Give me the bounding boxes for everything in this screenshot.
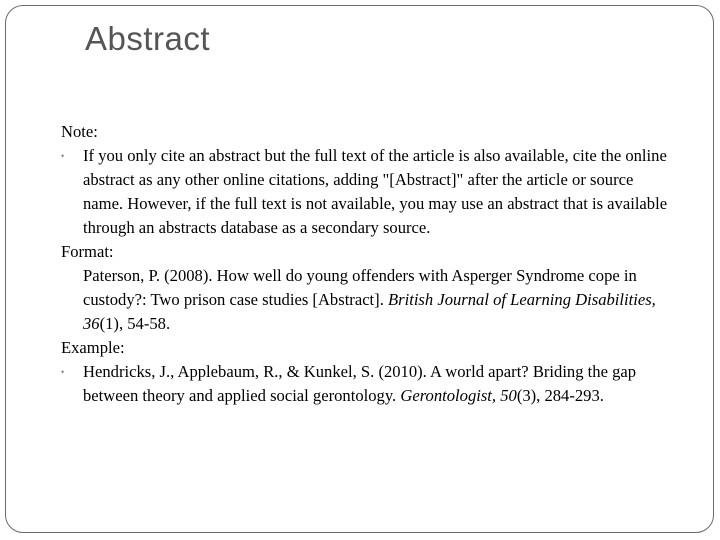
note-bullet-text: If you only cite an abstract but the full text of the article is also available, cite the online abstract as any other online citations, adding "[Abstract]" after the article or source name. However, if the full text is not available, you may use an abstract that is available through an abstracts database as a secondary source. <box>83 146 668 237</box>
note-label: Note: <box>61 122 98 141</box>
example-citation-text: Hendricks, J., Applebaum, R., & Kunkel, S. (2010). A world apart? Briding the gap between theory and applied social gerontology. <box>83 362 637 405</box>
format-label: Format: <box>61 242 114 261</box>
example-bullet-item <box>61 360 671 408</box>
example-citation-journal: Gerontologist, 50 <box>400 386 517 405</box>
slide-title: Abstract <box>85 20 211 57</box>
slide-content <box>61 120 671 408</box>
format-citation-issue: (1), 54-58. <box>99 314 171 333</box>
note-bullet-item <box>61 144 671 240</box>
bullet-icon: • <box>61 367 65 377</box>
format-citation-journal: British Journal of Learning Disabilities, 36 <box>83 290 656 333</box>
bullet-icon: • <box>61 151 65 161</box>
format-citation-text: Paterson, P. (2008). How well do young offenders with Asperger Syndrome cope in custody?: Two prison case studies [Abstract]. <box>83 266 637 309</box>
example-citation-issue: (3), 284-293. <box>516 386 604 405</box>
format-citation <box>61 264 671 336</box>
example-label: Example: <box>61 338 125 357</box>
